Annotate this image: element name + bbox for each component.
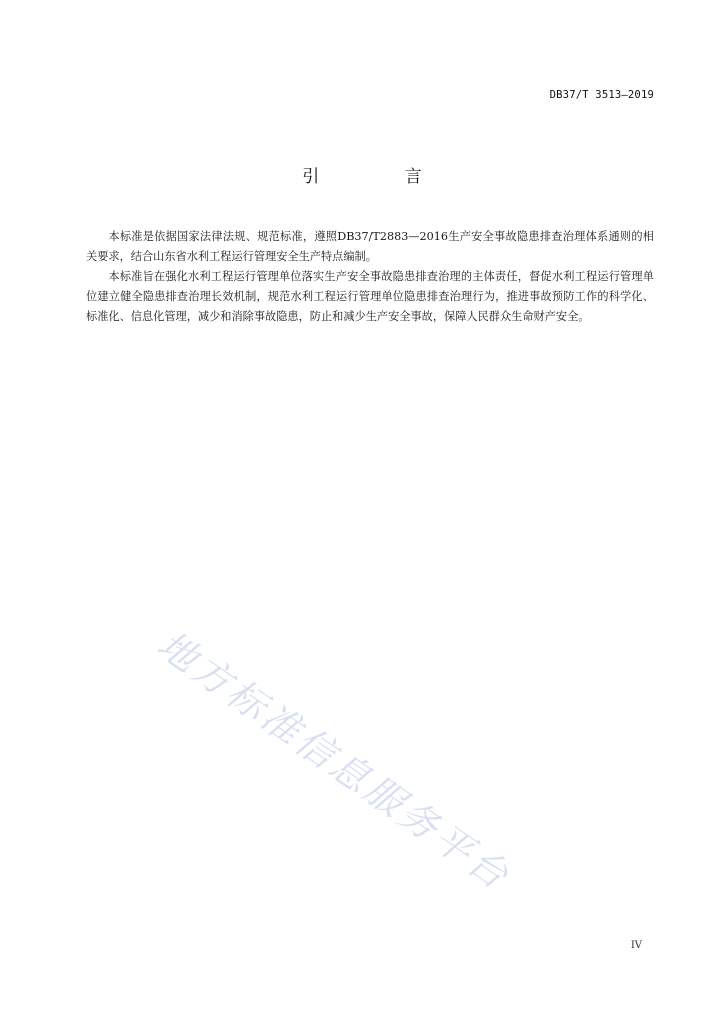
paragraph: 本标准旨在强化水利工程运行管理单位落实生产安全事故隐患排查治理的主体责任，督促水利工程运行管理单位建立健全隐患排查治理长效机制，规范水利工程运行管理单位隐患排查治理行为，推进事故预防工作的科学化、标准化、信息化管理，减少和消除事故隐患，防止和减少生产安全事故，保障人民群众生命财产安全。	[86, 270, 654, 323]
paragraph: 本标准是依据国家法律法规、规范标准，遵照DB37/T2883—2016生产安全事故隐患排查治理体系通则的相关要求，结合山东省水利工程运行管理安全生产特点编制。	[86, 230, 654, 263]
document-code: DB37/T 3513—2019	[549, 89, 654, 101]
body-text	[86, 227, 654, 327]
page-number: IV	[630, 940, 642, 951]
section-title: 引 言	[302, 167, 462, 187]
watermark: 地方标准信息服务平台	[149, 622, 519, 900]
